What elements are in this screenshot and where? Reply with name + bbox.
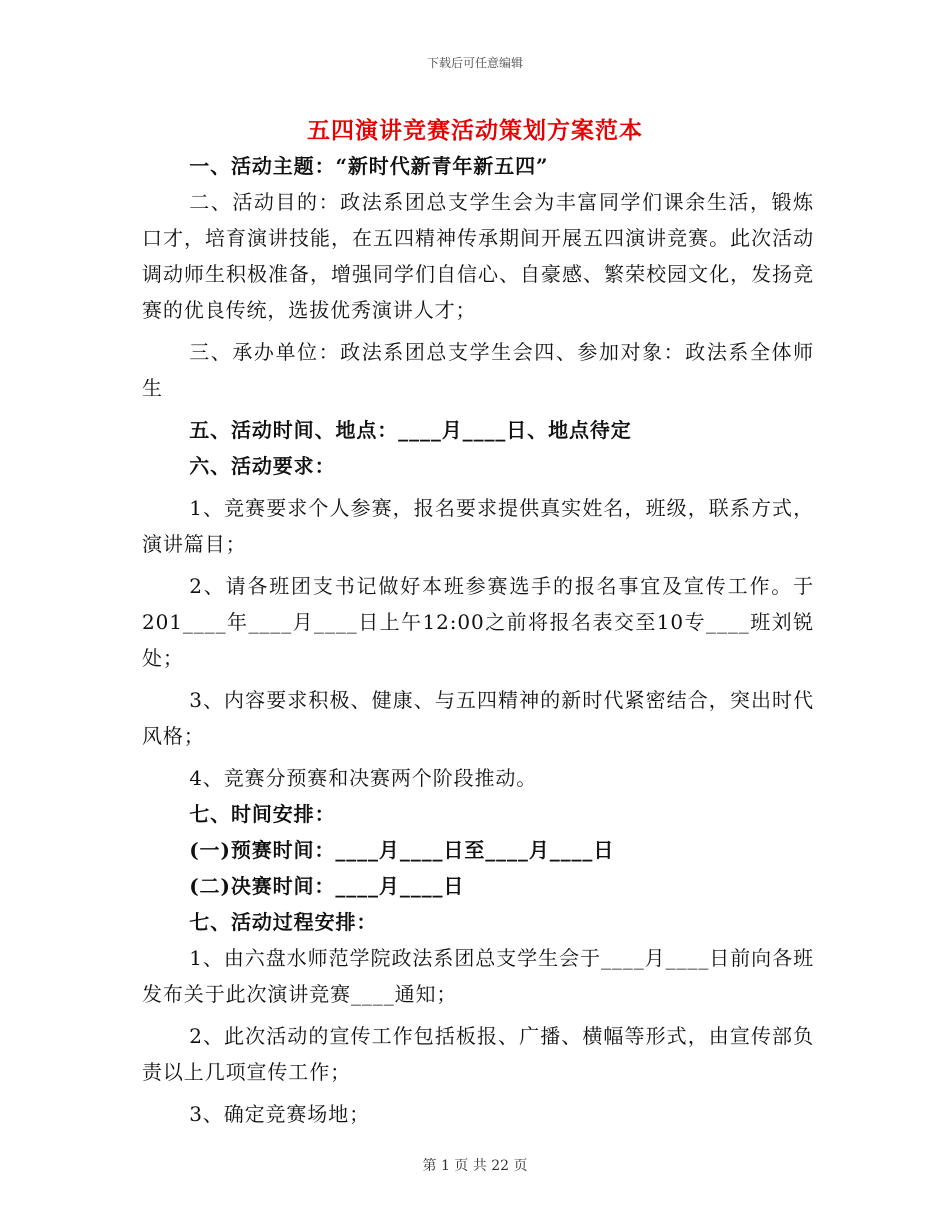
paragraph-requirement-3: 3、内容要求积极、健康、与五四精神的新时代紧密结合，突出时代风格； bbox=[142, 688, 814, 748]
paragraph-theme: 一、活动主题：“新时代新青年新五四” bbox=[189, 154, 549, 178]
paragraph-requirement-1: 1、竞赛要求个人参赛，报名要求提供真实姓名，班级，联系方式，演讲篇目； bbox=[142, 496, 814, 556]
paragraph-organizer: 三、承办单位：政法系团总支学生会四、参加对象：政法系全体师生 bbox=[142, 340, 814, 400]
page-footer: 第 1 页 共 22 页 bbox=[422, 1158, 528, 1174]
paragraph-schedule-heading: 七、时间安排： bbox=[189, 802, 336, 826]
header-note: 下载后可任意编辑 bbox=[426, 56, 523, 70]
paragraph-purpose: 二、活动目的：政法系团总支学生会为丰富同学们课余生活，锻炼口才，培育演讲技能，在五四精神传承期间开展五四演讲竞赛。此次活动调动师生积极准备，增强同学们自信心、自豪感、繁荣校园文化，发扬竞赛的优良传统，选拔优秀演讲人才； bbox=[142, 190, 814, 322]
paragraph-process-1: 1、由六盘水师范学院政法系团总支学生会于____月____日前向各班发布关于此次演讲竞赛____通知； bbox=[142, 946, 814, 1006]
paragraph-final-time: (二)决赛时间：____月____日 bbox=[189, 874, 465, 898]
paragraph-time-place: 五、活动时间、地点：____月____日、地点待定 bbox=[189, 418, 632, 442]
document-title: 五四演讲竞赛活动策划方案范本 bbox=[307, 117, 643, 144]
paragraph-prelim-time: (一)预赛时间：____月____日至____月____日 bbox=[189, 838, 615, 862]
paragraph-requirement-4: 4、竞赛分预赛和决赛两个阶段推动。 bbox=[189, 766, 538, 790]
document-body bbox=[142, 148, 814, 1138]
paragraph-requirement-2: 2、请各班团支书记做好本班参赛选手的报名事宜及宣传工作。于201____年____月____日上午12:00之前将报名表交至10专____班刘锐处； bbox=[142, 574, 814, 670]
paragraph-process-2: 2、此次活动的宣传工作包括板报、广播、横幅等形式，由宣传部负责以上几项宣传工作； bbox=[142, 1024, 814, 1084]
paragraph-process-heading: 七、活动过程安排： bbox=[189, 910, 378, 934]
paragraph-requirements-heading: 六、活动要求： bbox=[189, 454, 336, 478]
paragraph-process-3: 3、确定竞赛场地； bbox=[189, 1102, 371, 1126]
